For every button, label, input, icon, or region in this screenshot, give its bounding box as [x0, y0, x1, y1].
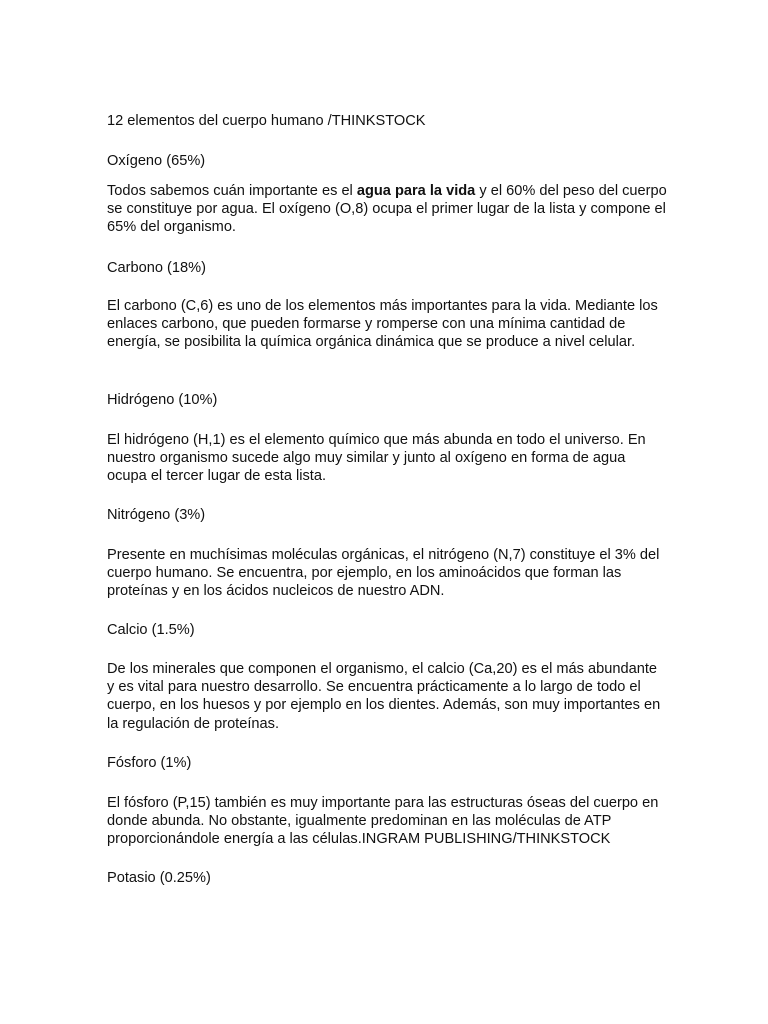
section-heading-oxigeno: Oxígeno (65%): [107, 153, 206, 169]
document-title: 12 elementos del cuerpo humano /THINKSTOCK: [107, 113, 426, 129]
section-body-carbono: El carbono (C,6) es uno de los elementos más importantes para la vida. Mediante los enlaces carbono, que pueden formarse y romperse con una mínima cantidad de energía, se posibilita la química orgánica dinámica que se produce a nivel celular.: [107, 298, 658, 351]
oxigeno-body-start: Todos sabemos cuán importante es el: [107, 183, 357, 199]
section-body-nitrogeno: Presente en muchísimas moléculas orgánicas, el nitrógeno (N,7) constituye el 3% del cuerpo humano. Se encuentra, por ejemplo, en los aminoácidos que forman las proteínas y en los ácidos nucleicos de nuestro ADN.: [107, 547, 660, 600]
oxigeno-body-end: y el 60% del peso del cuerpo se constituye por agua. El oxígeno (O,8) ocupa el primer lugar de la lista y compone el 65% del organismo.: [107, 183, 667, 236]
section-heading-fosforo: Fósforo (1%): [107, 755, 192, 771]
section-heading-calcio: Calcio (1.5%): [107, 622, 195, 638]
oxigeno-body-emphasis: agua para la vida: [356, 183, 476, 199]
section-heading-hidrogeno: Hidrógeno (10%): [107, 392, 218, 408]
section-heading-potasio: Potasio (0.25%): [107, 870, 211, 886]
section-body-oxigeno: [107, 182, 667, 237]
section-heading-nitrogeno: Nitrógeno (3%): [107, 507, 206, 523]
section-body-fosforo: El fósforo (P,15) también es muy importante para las estructuras óseas del cuerpo en donde abunda. No obstante, igualmente predominan en las moléculas de ATP proporcionándole energía a las células.INGRAM PUBLISHING/THINKSTOCK: [107, 795, 659, 848]
section-body-calcio: De los minerales que componen el organismo, el calcio (Ca,20) es el más abundante y es vital para nuestro desarrollo. Se encuentra prácticamente a lo largo de todo el cuerpo, en los huesos y por ejemplo en los dientes. Además, son muy importantes en la regulación de proteínas.: [107, 661, 661, 732]
section-heading-carbono: Carbono (18%): [107, 260, 206, 276]
section-body-hidrogeno: El hidrógeno (H,1) es el elemento químico que más abunda en todo el universo. En nuestro organismo sucede algo muy similar y junto al oxígeno en forma de agua ocupa el tercer lugar de esta lista.: [107, 432, 646, 485]
